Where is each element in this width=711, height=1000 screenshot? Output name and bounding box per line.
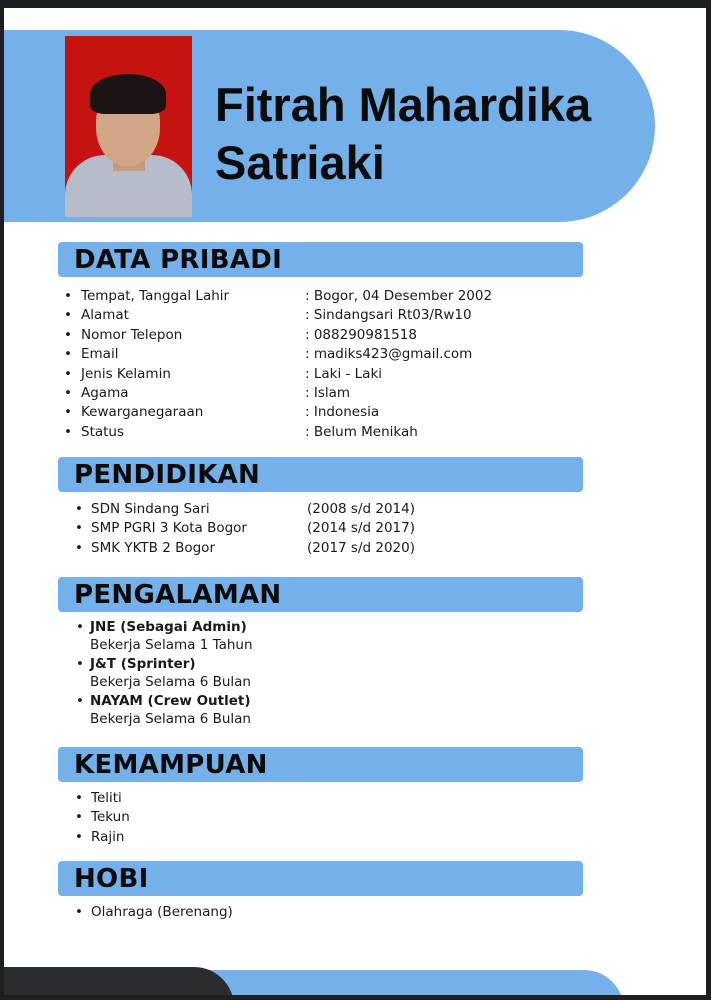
field-value: : Islam	[305, 384, 351, 401]
list-item	[62, 539, 562, 558]
list-item	[62, 789, 362, 808]
job-duration: Bekerja Selama 6 Bulan	[90, 710, 251, 727]
list-item	[62, 656, 562, 691]
hobby: • Olahraga (Berenang)	[91, 904, 233, 920]
list-item	[62, 500, 562, 519]
school-years: (2008 s/d 2014)	[307, 501, 415, 517]
job-title: • JNE (Sebagai Admin)	[62, 619, 562, 637]
job-duration: Bekerja Selama 1 Tahun	[90, 636, 253, 653]
list-item	[62, 808, 362, 827]
field-value: : madiks423@gmail.com	[305, 346, 473, 363]
section-header-personal	[58, 242, 583, 277]
field-label: • Email	[81, 346, 119, 363]
hobbies-list	[62, 903, 362, 922]
field-label: • Status	[81, 423, 125, 440]
school-name: • SDN Sindang Sari	[91, 501, 210, 517]
field-label: • Alamat	[81, 307, 129, 324]
profile-photo	[65, 36, 192, 217]
name-line-2: Satriaki	[215, 136, 385, 189]
school-name: • SMK YKTB 2 Bogor	[91, 539, 215, 556]
section-header-education	[58, 457, 583, 492]
field-value: : Belum Menikah	[305, 423, 418, 440]
field-value: : 088290981518	[305, 326, 417, 343]
name-line-1: Fitrah Mahardika	[215, 78, 592, 131]
list-item	[62, 365, 562, 384]
section-header-experience	[58, 577, 583, 612]
section-header-skills	[58, 747, 583, 782]
cv-page	[4, 8, 706, 995]
skill: • Rajin	[91, 828, 125, 845]
job-duration: Bekerja Selama 6 Bulan	[90, 673, 251, 690]
field-value: : Indonesia	[305, 404, 380, 421]
field-value: : Laki - Laki	[305, 365, 383, 382]
list-item	[62, 384, 562, 403]
list-item	[62, 403, 562, 422]
field-value: : Bogor, 04 Desember 2002	[305, 288, 493, 304]
skill: • Tekun	[91, 809, 130, 826]
section-title: KEMAMPUAN	[74, 750, 268, 780]
skills-list	[62, 789, 362, 847]
list-item	[62, 619, 562, 654]
skill: • Teliti	[91, 790, 122, 806]
school-name: • SMP PGRI 3 Kota Bogor	[91, 520, 247, 537]
section-title: HOBI	[74, 864, 149, 894]
experience-list	[62, 619, 562, 730]
personal-data-list	[62, 287, 562, 442]
list-item	[62, 519, 562, 538]
field-label: • Kewarganegaraan	[81, 404, 204, 421]
field-label: • Tempat, Tanggal Lahir	[81, 288, 230, 304]
section-title: PENGALAMAN	[74, 580, 282, 610]
school-years: (2014 s/d 2017)	[307, 520, 415, 537]
list-item	[62, 423, 562, 442]
field-value: : Sindangsari Rt03/Rw10	[305, 307, 472, 324]
job-title: • J&T (Sprinter)	[62, 656, 562, 674]
field-label: • Nomor Telepon	[81, 326, 183, 343]
list-item	[62, 693, 562, 728]
list-item	[62, 287, 562, 306]
job-title: • NAYAM (Crew Outlet)	[62, 693, 562, 711]
field-label: • Agama	[81, 384, 129, 401]
full-name	[215, 76, 591, 192]
field-label: • Jenis Kelamin	[81, 365, 171, 382]
list-item	[62, 345, 562, 364]
footer-band-dark	[4, 967, 234, 995]
section-header-hobbies	[58, 861, 583, 896]
list-item	[62, 326, 562, 345]
list-item	[62, 306, 562, 325]
section-title: PENDIDIKAN	[74, 460, 261, 490]
school-years: (2017 s/d 2020)	[307, 539, 415, 556]
section-title: DATA PRIBADI	[74, 245, 283, 275]
list-item	[62, 903, 362, 922]
list-item	[62, 828, 362, 847]
education-list	[62, 500, 562, 558]
